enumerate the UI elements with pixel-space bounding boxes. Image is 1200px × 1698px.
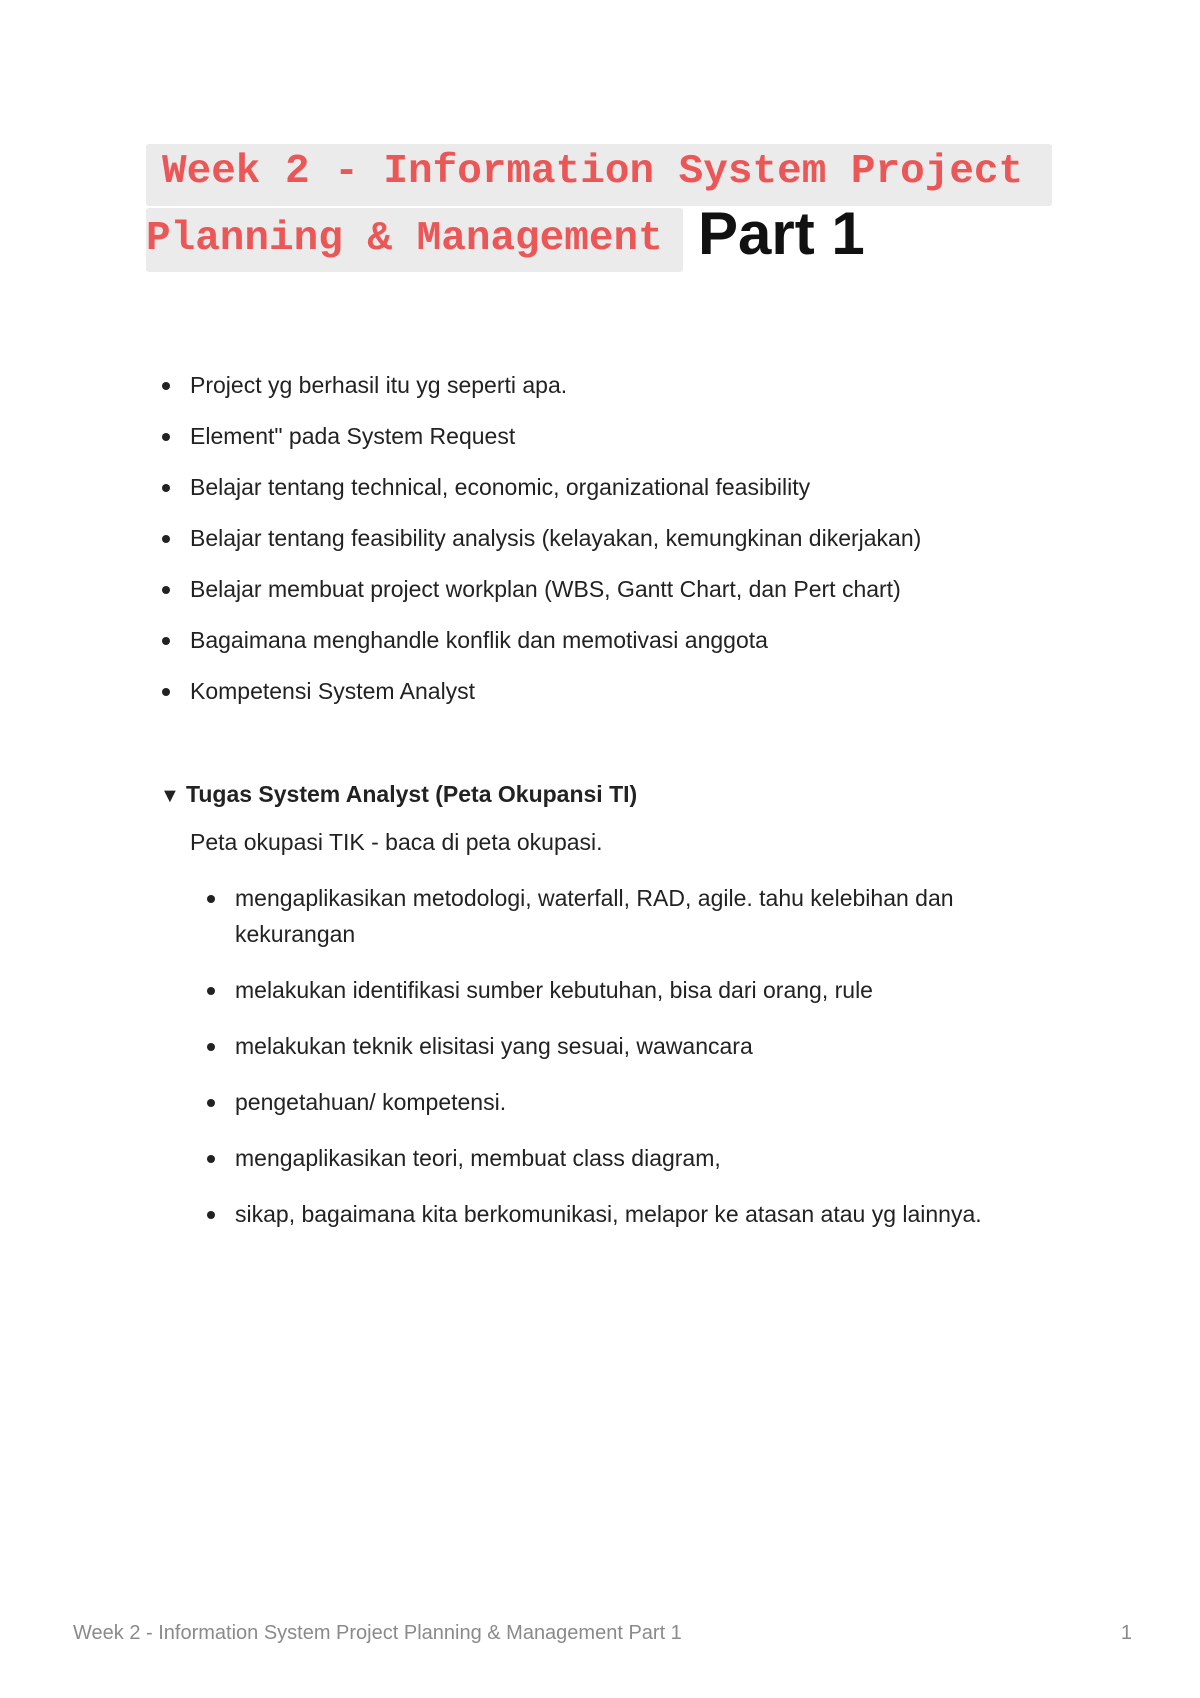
list-item: Belajar tentang feasibility analysis (kelayakan, kemungkinan dikerjakan) bbox=[160, 523, 1060, 553]
footer-page-number: 1 bbox=[1120, 1622, 1132, 1644]
toggle-title: Tugas System Analyst (Peta Okupansi TI) bbox=[186, 781, 638, 807]
list-item: Belajar tentang technical, economic, organizational feasibility bbox=[160, 472, 1060, 502]
list-item: Element" pada System Request bbox=[160, 421, 1060, 451]
toggle-block-header[interactable] bbox=[160, 779, 637, 811]
list-item: Kompetensi System Analyst bbox=[160, 676, 1060, 706]
list-item: Project yg berhasil itu yg seperti apa. bbox=[160, 370, 1060, 400]
list-item: Bagaimana menghandle konflik dan memotivasi anggota bbox=[160, 625, 1060, 655]
list-item: mengaplikasikan teori, membuat class diagram, bbox=[205, 1140, 1025, 1176]
list-item: melakukan teknik elisitasi yang sesuai, wawancara bbox=[205, 1028, 1025, 1064]
toggle-task-list bbox=[205, 880, 1025, 1252]
list-item: mengaplikasikan metodologi, waterfall, RAD, agile. tahu kelebihan dan kekurangan bbox=[205, 880, 1025, 952]
list-item: Belajar membuat project workplan (WBS, Gantt Chart, dan Pert chart) bbox=[160, 574, 1060, 604]
topic-list bbox=[160, 370, 1060, 727]
title-code-line-1: Week 2 - Information System Project bbox=[146, 144, 1052, 206]
list-item: sikap, bagaimana kita berkomunikasi, melapor ke atasan atau yg lainnya. bbox=[205, 1196, 1025, 1232]
toggle-triangle-icon[interactable]: ▼ bbox=[160, 785, 180, 807]
title-code-line-2: Planning & Management bbox=[146, 208, 683, 272]
list-item: melakukan identifikasi sumber kebutuhan, bisa dari orang, rule bbox=[205, 972, 1025, 1008]
list-item: pengetahuan/ kompetensi. bbox=[205, 1084, 1025, 1120]
title-plain-text: Part 1 bbox=[698, 200, 865, 267]
footer-document-title: Week 2 - Information System Project Planning & Management Part 1 bbox=[73, 1622, 682, 1644]
toggle-paragraph: Peta okupasi TIK - baca di peta okupasi. bbox=[190, 829, 603, 855]
